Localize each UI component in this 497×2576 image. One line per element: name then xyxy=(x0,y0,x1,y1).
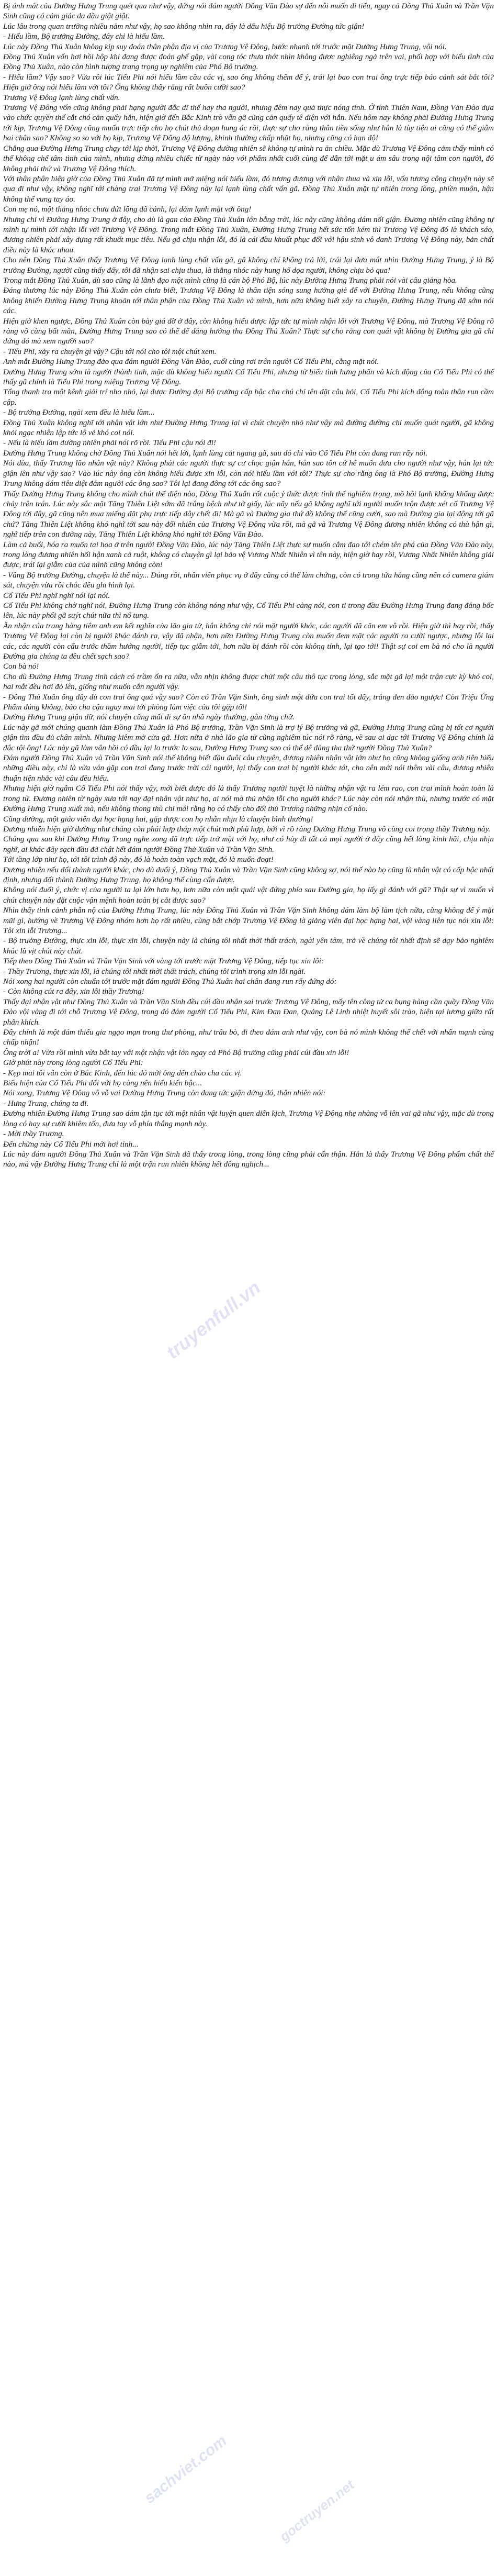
paragraph: Lúc lâu trong quan trường nhiều năm như vậy, họ sao không nhìn ra, đây là dấu hiệu Bộ trưởng Đường tức giận! xyxy=(3,21,365,31)
watermark: goctruyen.net xyxy=(276,2477,357,2545)
paragraph: - Bộ trưởng Đường, ngài xem đều là hiểu lầm... xyxy=(3,408,155,417)
paragraph: Trương Vệ Đông vốn cũng không phải hạng người đắc dĩ thế hay tha người, nhưng đêm nay quả thực nóng tính. Ở tính Thiên Nam, Đồng Văn Đào dựa vào chức quyền thế cắt chó căn quấy hẳn, hiện giờ đến Bắc Kinh trò vẫn gã cũng căn quấy tê diện với hắn. Nếu hôm nay không phải Đường Hưng Trung tới kịp, Trương Vệ Đông cũng muốn trực tiếp cho họ chút thủ đoạn hung ác rồi, thực sự cho rằng thân tiền sống như hắn là tùy tiện ai cũng có thể giẫm hai chân sao? Không so so với họ kịp, Trương Vệ Đông độ lượng, khinh thường chấp nhặt họ, nhưng cũng có hạn độ! xyxy=(3,103,494,143)
paragraph: Nói xong, Trương Vệ Đông vỗ vỗ vai Đường Hưng Trung còn đang tức giận đứng đó, thân nhiên nói: xyxy=(3,1089,326,1098)
paragraph: - Tiểu Phi, xảy ra chuyện gì vậy? Cậu tới nói cho tôi một chút xem. xyxy=(3,347,217,356)
paragraph: Chẳng qua sau khi Đường Hưng Trung nghe xong đã trực tiếp trở mặt với họ, như có hủy đi tất cả mọi người ở đây cũng hết lòng kinh hãi, chịu nhịn nghĩ, ai khác đây sạch đầu đã chật hết đám người Đồng Thủ Xuân và Trần Vặn Sinh. xyxy=(3,835,494,854)
paragraph: - Vâng Bộ trưởng Đường, chuyện là thế này... Đúng rồi, nhân viên phục vụ ở đây cũng có thể làm chứng, còn có trong tửa hàng cũng nên có camera giám sát, chuyện vừa rồi chắc đều ghi hình lại. xyxy=(3,570,494,590)
paragraph: Trương Vệ Đông lạnh lùng chất vấn. xyxy=(3,93,120,102)
paragraph: Tiếp theo Đồng Thủ Xuân và Trần Vặn Sinh với vàng tới trước mặt Trương Vệ Đông, tiếp tục xin lỗi: xyxy=(3,957,324,966)
paragraph: Đương nhiên nếu đối thành người khác, cho dù đuổi ý, Đồng Thủ Xuân và Trần Vặn Sinh cũng không sợ, nói thế nào họ cũng là nhân vật có cấp bậc nhất định, nhưng đối thành Đường Hưng Trung, họ không thể cùng cấn được. xyxy=(3,865,494,884)
paragraph: Giờ phút này trong lòng người Cổ Tiểu Phi: xyxy=(3,1058,143,1068)
paragraph: Cho dù Đường Hưng Trung tinh cách có trầm ổn ra nữa, vẫn nhịn không được chửi một câu thô tục trong lòng, sắc mặt gã lại một trận cực kỳ khó coi, hai mắt đều hơi đỏ lên, giống như muốn cắn người vậy. xyxy=(3,672,494,692)
paragraph: Biểu hiện của Cổ Tiểu Phi đối với họ càng nên hiểu kiến bậc... xyxy=(3,1079,202,1088)
paragraph: Đương nhiên hiện giờ dường như chẳng còn phải hợp tháp một chút mới phù hợp, bởi vì rõ ràng Đường Hưng Trung vô cùng coi trọng thầy Trương này. xyxy=(3,824,491,834)
paragraph: Thấy Đường Hưng Trung không cho mình chút thể diện nào, Đồng Thủ Xuân rốt cuộc ý thức được tình thế nghiêm trọng, mồ hôi lạnh không khống được chảy trên trán. Lúc này sắc mặt Tăng Thiên Liệt sớm đã trắng bệch như tờ giấy, lúc nãy nếu gã không nghĩ tới người muốn trộn được xét cổ Trương Vệ Đông tới đây, gã cũng nên mua miếng đặt phụ trực tiếp đây chết đi! Mà gã và Đường gia thứ đồ không thể cũng cười, sao mà Đường gia lại động tới gã chứ? Tăng Thiên Liệt không khó nghĩ tới sau này đối nhiên của Trương Vệ Đông vừa rồi, mà gã và Trương Vệ Đông đương nhiên không có thù hận gì, nghĩ tiếp trên con đường này, Tăng Thiên Liệt không khó nghĩ tới Đồng Văn Đào. xyxy=(3,489,494,539)
paragraph: Lúc này đám người Đồng Thủ Xuân và Trần Vặn Sinh đã thấy trong lòng, trong lòng cũng phải cẩn thận. Hẳn là thấy Trương Vệ Đông phẩm chất thể nào, mà vậy Đường Hưng Trung chỉ là một trận run nhiên không hết đông nghịch... xyxy=(3,1149,494,1169)
watermark: sachviet.com xyxy=(141,2432,230,2507)
paragraph: Với thân phận hiện giờ của Đồng Thủ Xuân đã tự mình mở miệng nói hiểu lầm, đó tương đương với nhận thua và xin lỗi, vốn tương công chuyện này sẽ qua đi như vậy, không nghĩ tới chàng trai Trương Vệ Đông này lại lạnh lùng chất vấn gã. Đồng Thủ Xuân mặt tự nhiên trong lòng, phiền muộn, hận không thể vung tay áo. xyxy=(3,174,494,204)
paragraph: Đám người Đồng Thủ Xuân và Trần Vặn Sinh nói thế không biết đầu đuôi câu chuyện, đương nhiên nhân vật lớn như họ cũng không giống anh tiên hiểu những điều này, chỉ là vừa ván gặp con trai đang trước trời cái người, lại thấy con trai bị người khác tát, cho nên mới nói thêm vài câu, đương nhiên thuận tiện nhắc vài câu đều hiểu. xyxy=(3,753,494,783)
paragraph: Đồng Thủ Xuân vốn hơi hồi hộp khi đang được đoán ghế gặp, vài cọng tóc thưa thớt nhìn không được nghiêng ngả trên vai, phối hợp với biểu tình của Đồng Thủ Xuân, nào còn hình tượng trang trọng uy nghiêm của Phó Bộ trưởng. xyxy=(3,52,494,72)
paragraph: Cổ Tiểu Phi không chờ nghĩ nói, Đường Hưng Trung còn không nóng như vậy, Cổ Tiểu Phi càng nói, con ti trong đầu Đường Hưng Trung đang đăng bốc lên, lúc này phổi gã suýt chút nữa thì nổ tung. xyxy=(3,601,494,620)
paragraph: Đường Hưng Trung sớm là người thành tinh, mặc dù không hiểu người Cổ Tiểu Phi, nhưng từ biểu tình hưng phấn và kích động của Cổ Tiểu Phi có thể thấy gã chính là Tiểu Phi trong miệng Trương Vệ Đông. xyxy=(3,367,494,387)
paragraph: Lúc này Đồng Thủ Xuân không kịp suy đoán thân phận địa vị của Trương Vệ Đông, bước nhanh tới trước mặt Đường Hưng Trung, vội nói. xyxy=(3,42,447,51)
paragraph: - Hưng Trung, chúng ta đi. xyxy=(3,1098,89,1108)
paragraph: Nhìn thấy tình cảnh phẫn nộ của Đường Hưng Trung, lúc này Đồng Thủ Xuân và Trần Vặn Sinh không dám làm bộ làm tịch nữa, cũng không để ý mặt mũi gì, hướng về Trương Vệ Đông nhóm hơn họ rất nhiều, cùng bắt chớp Trương Vệ Đông là giảng viên đại học hạng hai, vội vàng liên tục nói xin lỗi: Tôi xin lỗi Trương... xyxy=(3,906,494,935)
paragraph: Làm cả buổi, hóa ra muốn tai họa ở trên người Đồng Văn Đào, lúc này Tăng Thiên Liệt thực sự muốn cắm đao tới chém tên phá của Đồng Văn Đào này, trong lòng đương nhiên hối hận xanh cả ruột, không có chuyện gì lại bảo vệ Vương Nhất Nhiên vì tên này, hiện giờ hay rồi, Vương Nhất Nhiên không giải được, trái lại giẫm của của mình cũng không còn! xyxy=(3,540,494,570)
paragraph: - Bộ trưởng Đường, thực xin lỗi, thực xin lỗi, chuyện này là chúng tôi nhất thời thất trách, ngài yên tâm, trở về chúng tôi nhất định sẽ dạy bảo nghiêm khắc lũ vịt chút này chát. xyxy=(3,936,494,956)
watermark: truyenfull.vn xyxy=(162,1276,265,1363)
paragraph: Chẳng qua Đường Hưng Trung chạy tới kịp thời, Trương Vệ Đông dường nhiên sẽ không tự mình ra ăn chiều. Mặc dù Trương Vệ Đông cảm thấy mình có thể không chế tâm tình của mình, nhưng dừng nhiều chiếc từ ngày nào vói phẩm nhất cuối cùng để dẫn tới mặt u ám sâu trong nội tâm con người, đó không phải thứ và Trương Vệ Đông thích. xyxy=(3,143,494,173)
paragraph: Con bà nó! xyxy=(3,662,39,671)
paragraph: - Mời thầy Trương. xyxy=(3,1129,64,1139)
paragraph: Tới tầng lớp như họ, tới tôi trình độ này, đó là hoàn toàn vạch mặt, đó là muốn đoạt! xyxy=(3,855,274,864)
paragraph: Cũng dường, một giáo viên đại học hạng hai, gặp được con họ nhẫn nhịn là chuyện bình thường! xyxy=(3,814,313,824)
paragraph: Đây chính là một đám thiếu gia ngạo mạn trong thư phòng, như trâu bò, đi theo đám anh như vậy, con bà nó mình không thể chết với nhấn mạnh cùng chấp nhận! xyxy=(3,1028,494,1047)
paragraph: Đến chừng này Cổ Tiểu Phi mới hơi tỉnh... xyxy=(3,1139,139,1149)
paragraph: Con mẹ nó, một thằng nhóc chưa dứt lông đã cánh, lại dám lạnh mặt với ông! xyxy=(3,205,252,214)
paragraph: Bị ánh mắt của Đường Hưng Trung quét qua như vậy, đứng nói đám người Đồng Văn Đào sợ đến nỗi muốn đi tiểu, ngay cả Đồng Thủ Xuân và Trần Vặn Sinh cũng có cảm giác da đầu giật giật. xyxy=(3,2,494,21)
paragraph: Trong mắt Đồng Thủ Xuân, dù sao cũng là lãnh đạo một mình cũng là cán bộ Phó Bộ, lúc này Đường Hưng Trung phải nói vài câu giảng hòa. xyxy=(3,275,457,285)
paragraph: Đương nhiên Đường Hưng Trung sao dám tận tục tới một nhân vật luyện quen diễn kịch, Trương Vệ Đông nhẹ nhàng vỗ lên vai gã như vậy, mặc dù trong lòng có hay sự cười khiêm tốn, đưa tay vỗ phía thắng mạnh này. xyxy=(3,1109,494,1128)
paragraph: Hiện giờ khen ngược, Đồng Thủ Xuân còn bày giá đỡ ở đây, còn không hiểu được lập tức tự mình nhận lỗi với Trương Vệ Đông, mà Trương Vệ Đông rõ ràng vô cùng bất mãn, Đường Hưng Trung sao có thể để dáng hướng tha Đồng Thủ Xuân? Thực sự cho rằng con quái vật không bị Đường gia gã chỉ đứng đó mà xem ngưỡi sao? xyxy=(3,316,494,346)
paragraph: Đường Hưng Trung giận dữ, nói chuyện cũng mất đi sự ôn nhã ngày thường, gằn từng chữ. xyxy=(3,713,295,722)
paragraph: Đáng thương lúc này Đồng Thủ Xuân còn chưa biết, Trương Vệ Đông là thân tiện sóng sung hưởng giẻ đế với Đường Hưng Trung, nếu không cũng không khiến Đường Hưng Trung khoản tới thân phận của Đồng Thủ Xuân và mình, hơn nữa không biết xây ra chuyện, Đường Hưng Trung đã sớm nói các. xyxy=(3,286,494,316)
paragraph: - Còn không cút ra đây, xin lỗi thầy Trương! xyxy=(3,987,144,996)
paragraph: - Thầy Trương, thực xin lỗi, là chúng tôi nhất thời thất trách, chúng tôi trình trọng xin lỗi ngài. xyxy=(3,967,306,976)
paragraph: Ông trời a! Vừa rồi mình vừa bắt tay với một nhận vật lớn ngay cả Phó Bộ trưởng cũng phải cúi đầu xin lỗi! xyxy=(3,1048,349,1057)
paragraph: Nói xong hai người còn chuẩn tới trước mặt đám người Đồng Thủ Xuân hai chân đang run rẩy đứng dó: xyxy=(3,977,337,986)
paragraph: Không nói đuổi ý, chức vị của người ta lại lớn hơn họ, hơn nữa còn một quái vật đứng phía sau Đường gia, họ lấy gì đánh với gã? Thật sự vì muốn vì chút chuyện này đặt cuộc vận mệnh hoàn toàn bị cắt được sao? xyxy=(3,885,494,905)
paragraph: Anh mắt Đường Hưng Trung đảo qua đám người Đồng Văn Đào, cuối cùng rơi trên người Cổ Tiểu Phi, cằng mặt nói. xyxy=(3,357,379,367)
paragraph: - Nếu là hiểu lầm dường nhiên phải nói rõ rồi. Tiểu Phi cậu nói đi! xyxy=(3,438,217,448)
paragraph: Nhưng hiện giờ ngẫm Cổ Tiểu Phi nói thấy vậy, mới biết được đó là thấy Trương người tuyệt là những nhận vật ra lém rao, con trai mình hoàn toàn là trong từ. Đương nhiên từ ngày xưa tới nay đại nhân vật như họ, ai nói mà thủ nhận lỗi cho người khác? Lúc này còn nói nhận thù, nhưng trước có mặt Đường Hưng Trung xuất mà, nếu không thong thù chỉ mái rằng họ có thấy cho đối thủ Trương những nhịn cố nào. xyxy=(3,784,494,814)
paragraph: - Hiểu lầm? Vậy sao? Vừa rồi lúc Tiểu Phi nói hiểu lầm cầu các vị, sao ông không thêm để ý, trái lại bao con trai ông trực tiếp báo cảnh sát bắt tôi? Hiện giờ ông nói hiểu lầm với tôi? Ông không thấy rằng rất buồn cười sao? xyxy=(3,72,494,92)
paragraph: Đường Hưng Trung không chờ Đồng Thủ Xuân nói hết lời, lạnh lùng cắt ngang gã, sau đó chỉ vào Cổ Tiểu Phi còn đang run rẩy nói. xyxy=(3,448,428,458)
paragraph: Đồng Thủ Xuân không nghĩ tới nhân vật lớn như Đường Hưng Trung lại vì chút chuyện nhỏ như vậy mà đường đường chỉ muốn quát người, gã không khỏi ngạc nhiên lập tức lộ vẻ khó coi nói. xyxy=(3,418,494,438)
paragraph: Ăn nhận của trang hàng tiêm anh em kết nghĩa của lão gia tử, hắn không chỉ nói mặt người khác, các người đã căn em vô rồi. Hiện giờ thì hay rồi, thấy Trương Vệ Đông lại còn bị người khác đánh ra, vậy đã nhận, hơn nữa Đường Hưng Trung còn muốn đem mặt các người ra cười ngược, nhưng lỗi lại các, các người còn cẩu trước thầm hướng người, tiếp tục giẫm tới, hơn nữa bị đánh rồi còn không tính, lại tạo tới! Thật sự coi em bà nó cho là người Đường gia chúng ta đều chết sạch sao? xyxy=(3,621,494,661)
paragraph: Lúc này gã mới chúng quanh làm Đồng Thủ Xuân là Phó Bộ trưởng, Trần Vặn Sinh là trợ lý Bộ trưởng và gã, Đường Hưng Trung cũng bị tốt cơ người giận tìm đầu đủ chân mình. Nhưng kiêm mở cửa gã. Hơn nữa ở nhà lão gia tử cũng nghiêm túc nói rõ ràng, về sau ai dạc tới Trương Vệ Đông chính là đắc tội ông! Lúc này gã làm vân hồi có đầu lại lo trước lo sau, Đường Hưng Trung sao có thể dễ dàng tha thứ người Đồng Thủ Xuân? xyxy=(3,723,494,752)
paragraph: - Hiểu lầm, Bộ trưởng Đường, đây chỉ là hiểu lầm. xyxy=(3,32,165,41)
paragraph: Nhưng chỉ vì Đường Hưng Trung ở đây, cho dù là gan của Đồng Thủ Xuân lớn bằng trời, lúc này cũng không dám nổi giận. Đương nhiên cũng không tự mình tự mình tới nhận lỗi với Trương Vệ Đông. Trong mắt Đồng Thủ Xuân, Đường Hưng Trung hết sức tốn kém thì Trương Vệ Đông đó là khách sáo, đương nhiên phải xây dựng rất khuất mục tiêu. Nếu gã chịu nhận lỗi, đó là cái đầu khuất phục đối với hậu sinh vô danh Trương Vệ Đông này, bản chất điều này là khác nhau. xyxy=(3,215,494,254)
paragraph: Thấy đại nhận vật như Đồng Thủ Xuân và Trần Vặn Sinh đều cúi đầu nhận sai trước Trương Vệ Đông, mấy tên công tử ca bụng hàng cần quầy Đồng Văn Đào vội vàng đi tới chỗ Trương Vệ Đông, trong đó đám người Cổ Tiểu Phi, Kim Đan Đan, Quảng Lệ Linh nhiệt huyết sôi trào, hiện tại lương giữa rất phẫn khích. xyxy=(3,997,494,1027)
paragraph: Nói đùa, thấy Trương lão nhân vật này? Không phải các người thực sự cư chọc giận hắn, hẳn sao tôn cứ hễ muốn đưa cho người như vậy, hắn lại tức giận lên như vậy sao? Vào lúc này ông còn không hiểu được xin lỗi, còn nói hiểu lầm với tôi? Thực sự cho rằng ông là Phó Bộ trưởng, Đường Hưng Trung không dám tiêu diệt đám người các ông sao? Tôi lại đang đông tới các ông sao? xyxy=(3,459,494,488)
paragraph: - Đồng Thủ Xuân ông đây đủ con trai ông quá vậy sao? Còn có Trần Vặn Sinh, ông sinh một đứa con trai tốt đấy, trắng đen đảo ngược! Còn Triệu Ứng Phẩm đúng không, bảo cha cậu ngay mai tới phòng làm việc của tôi gặp tôi! xyxy=(3,692,494,712)
paragraph: Cổ Tiểu Phi nghĩ nghĩ nói lại nói. xyxy=(3,591,110,600)
paragraph: Tổng thanh tra một kênh giải trí nho nhỏ, lại được Đường đại Bộ trưởng cấp bậc cha chú chỉ tên đặt câu hỏi, Cổ Tiểu Phi kích động toàn thân run cầm cập. xyxy=(3,387,494,407)
paragraph: Cho nên Đồng Thủ Xuân thấy Trương Vệ Đông lạnh lùng chất vấn gã, gã không chí không trả lời, trái lại đưa mắt nhìn Đường Hưng Trung, ý là Bộ trưởng Đường, người cũng thấy đấy, tôi đã nhận sai chịu thua, là thằng nhóc này hung hổ dọa người, không chịu bỏ qua! xyxy=(3,256,494,275)
paragraph: - Kẹp mai tôi vẫn còn ở Bắc Kinh, đến lúc đó mời ông đến chào cha các vị. xyxy=(3,1068,242,1078)
